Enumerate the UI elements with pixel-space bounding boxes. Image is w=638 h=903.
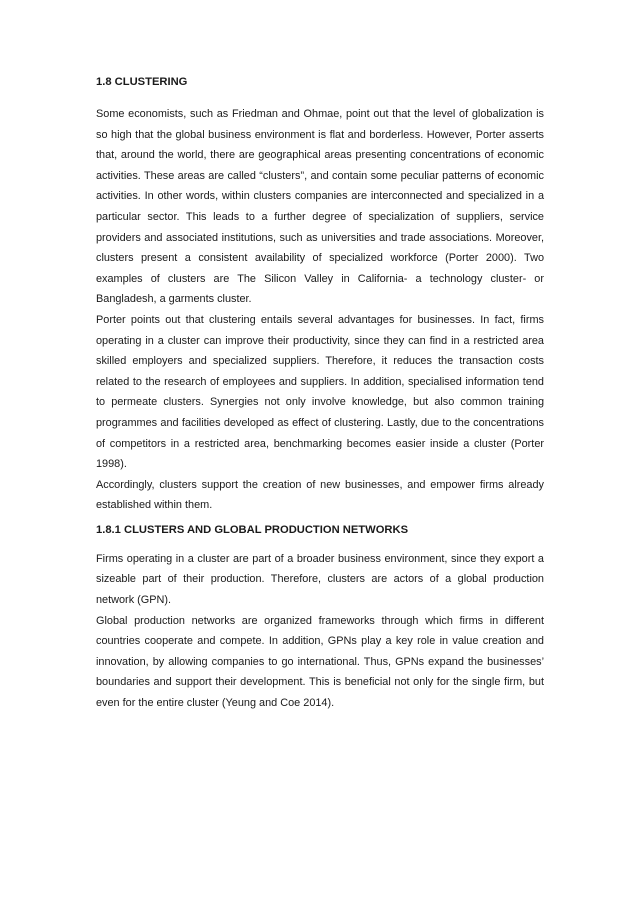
subsection-paragraph-2: Global production networks are organized frameworks through which firms in different countries cooperate and compete. In addition, GPNs play a key role in value creation and innovation, by allowing companies to go international. Thus, GPNs expand the businesses’ boundaries and support their development. This is beneficial not only for the single firm, but even for the entire cluster (Yeung and Coe 2014). <box>96 614 544 710</box>
section-paragraph-1: Some economists, such as Friedman and Ohmae, point out that the level of globalization is so high that the global business environment is flat and borderless. However, Porter asserts that, around the world, there are geographical areas presenting concentrations of economic activities. These areas are called “clusters”, and contain some peculiar patterns of economic activities. In other words, within clusters companies are interconnected and specialized in a particular sector. This leads to a further degree of specialization of suppliers, service providers and associated institutions, such as universities and trade associations. Moreover, clusters present a consistent availability of specialized workforce (Porter 2000). Two examples of clusters are The Silicon Valley in California- a technology cluster- or Bangladesh, a garments cluster. <box>96 108 544 306</box>
section-heading: 1.8 CLUSTERING <box>96 76 188 88</box>
section-paragraph-2: Porter points out that clustering entails several advantages for businesses. In fact, firms operating in a cluster can improve their productivity, since they can find in a restricted area skilled employers and specialized suppliers. Therefore, it reduces the transaction costs related to the research of employees and suppliers. In addition, specialised information tend to permeate clusters. Synergies not only involve knowledge, but also common training programmes and facilities developed as effect of clustering. Lastly, due to the concentrations of competitors in a restricted area, benchmarking becomes easier inside a cluster (Porter 1998). <box>96 313 544 471</box>
subsection-heading: 1.8.1 CLUSTERS AND GLOBAL PRODUCTION NETWORKS <box>96 523 409 536</box>
document-page <box>96 70 544 714</box>
section-paragraph-3: Accordingly, clusters support the creation of new businesses, and empower firms already established within them. <box>96 478 544 512</box>
subsection-paragraph-1: Firms operating in a cluster are part of a broader business environment, since they export a sizeable part of their production. Therefore, clusters are actors of a global production network (GPN). <box>96 552 544 607</box>
